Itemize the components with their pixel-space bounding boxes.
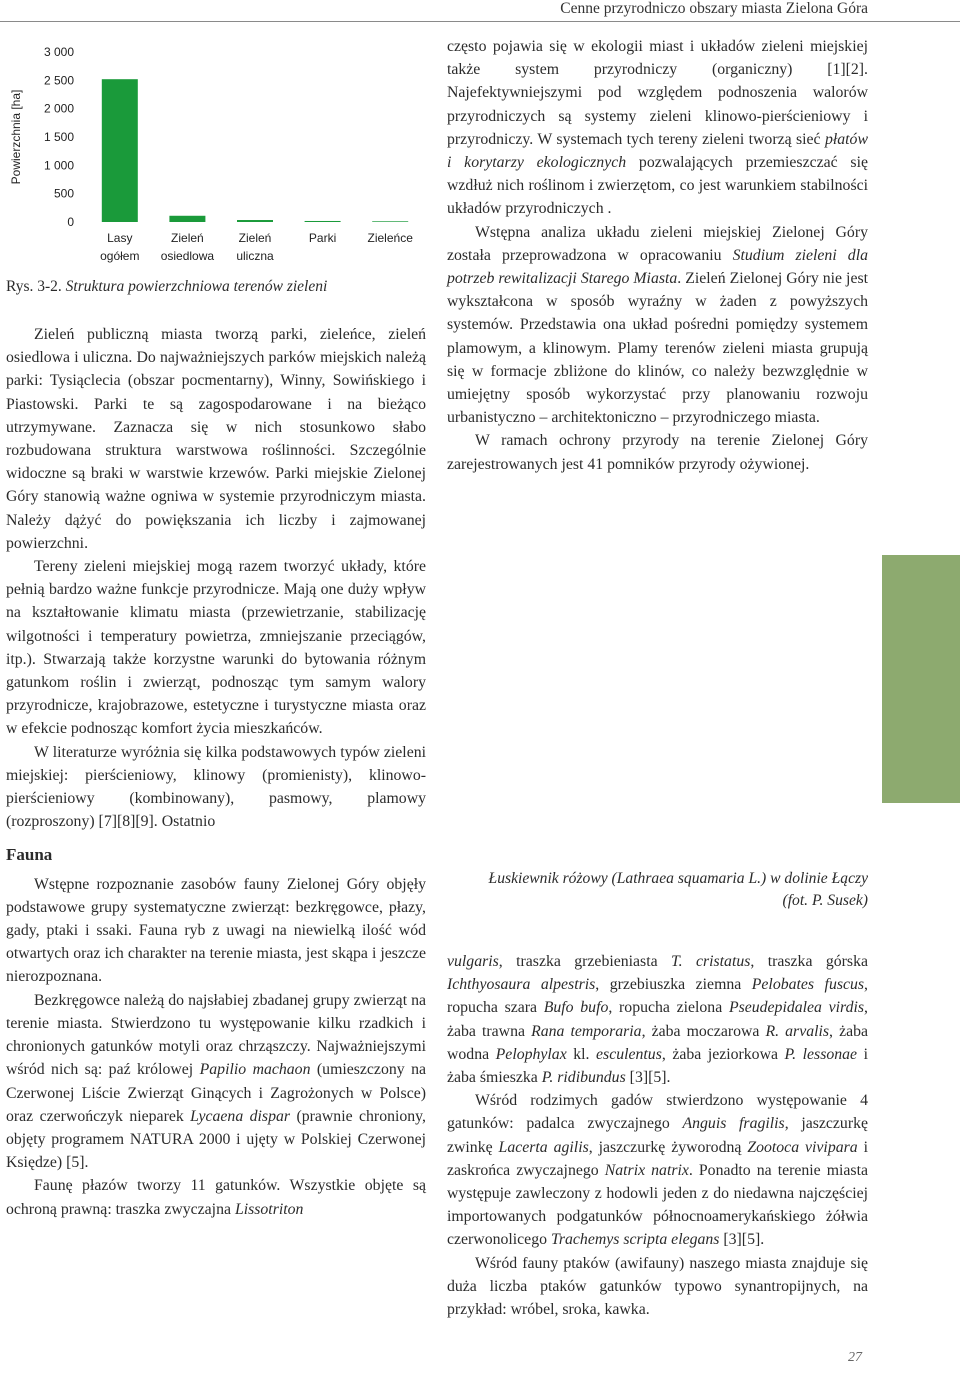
x-tick-label: osiedlowa xyxy=(160,249,215,263)
paragraph: W literaturze wyróżnia się kilka podstawowych typów zieleni miejskiej: pierścieniowy, klinowy (promienisty), klinowo-pierścieniowy (kombinowany), pasmowy, plamowy (rozproszony) [7][8][9]. Ostatnio xyxy=(6,743,426,831)
paragraph: Faunę płazów tworzy 11 gatunków. Wszystkie objęte są ochroną prawną: traszka zwyczajna Lissotriton xyxy=(6,1177,426,1218)
page-number: 27 xyxy=(848,1350,862,1365)
y-tick-label: 500 xyxy=(53,186,74,201)
paragraph: Zieleń publiczną miasta tworzą parki, zieleńce, zieleń osiedlowa i uliczna. Do najważniejszych parków miejskich należą parki: Tysiąclecia (obszar pocmentarny), Winny, Sowińskiego i Piastowski. Parki te są zagospodarowane i na bieżąco utrzymywane. Zaznacza się w nich stosunkowo słabo rozbudowana struktura warstwowa roślinności. Szczególnie widoczne są braki w warstwie krzewów. Parki miejskie Zielonej Góry stanowią ważne ogniwa w systemie przyrodniczym miasta. Należy dążyć do powiększania ich liczby i zajmowanej powierzchni. xyxy=(6,326,426,552)
paragraph: często pojawia się w ekologii miast i układów zieleni miejskiej także system przyrodniczy (organiczny) [1][2]. Najefektywniejszymi pod względem podnoszenia walorów przyrodniczych są systemy zieleni klinowo-pierścieniowy i przyrodniczy. W systemach tych tereny zieleni tworzą sieć płatów i korytarzy ekologicznych pozwalających przemieszczać się wzdłuż nich roślinom i zwierzętom, co jest warunkiem stabilności układów przyrodniczych . xyxy=(447,38,868,218)
photo-caption: Łuskiewnik różowy (Lathraea squamaria L.) w dolinie Łączy (fot. P. Susek) xyxy=(488,870,868,909)
chart-background xyxy=(6,36,426,272)
left-column xyxy=(6,323,426,1221)
figure-caption-text: Struktura powierzchniowa terenów zieleni xyxy=(65,278,328,295)
figure-caption xyxy=(6,278,426,296)
x-tick-label: Lasy xyxy=(107,231,133,245)
running-title: Cenne przyrodniczo obszary miasta Zielona Góra xyxy=(560,0,868,17)
x-tick-label: Zieleń xyxy=(171,231,204,245)
y-axis-title: Powierzchnia [ha] xyxy=(9,89,23,185)
y-tick-label: 2 000 xyxy=(43,101,74,116)
right-column-bottom xyxy=(447,950,868,1321)
paragraph: Wstępne rozpoznanie zasobów fauny Zielonej Góry objęły podstawowe grupy systematyczne zwierząt: bezkręgowce, płazy, gady, ptaki i ssaki. Fauna ryb z uwagi na niewielką ilość wód otwartych oraz ich charakter na terenie miasta, jest skąpa i jeszcze nierozpoznana. xyxy=(6,875,426,986)
photo-placeholder xyxy=(882,555,960,803)
x-tick-label: ogółem xyxy=(100,249,140,263)
bar xyxy=(372,221,408,222)
paragraph: Tereny zieleni miejskiej mogą razem tworzyć układy, które pełnią bardzo ważne funkcje przyrodnicze. Mają one duży wpływ na kształtowanie klimatu miasta (przewietrzanie, stabilizację wilgotności i temperatury powietrza, zmniejszanie przeciągów, itp.). Stwarzają także korzystne warunki do bytowania różnym gatunkom roślin i zwierząt, podnosząc tym samym walory przyrodnicze, krajobrazowe, estetyczne i turystyczne miasta oraz w efekcie podnosząc komfort życia mieszkańców. xyxy=(6,558,426,738)
figure-label: Rys. 3-2. xyxy=(6,278,62,295)
paragraph: W ramach ochrony przyrody na terenie Zielonej Góry zarejestrowanych jest 41 pomników przyrody ożywionej. xyxy=(447,432,868,473)
y-tick-label: 3 000 xyxy=(43,45,74,59)
bar-chart xyxy=(6,36,426,272)
right-column-top xyxy=(447,35,868,476)
bar xyxy=(169,216,205,222)
paragraph: Wśród fauny ptaków (awifauny) naszego miasta znajduje się duża liczba ptaków gatunków typowo synantropijnych, na przykład: wróbel, sroka, kawka. xyxy=(447,1254,868,1319)
y-tick-label: 0 xyxy=(67,215,74,229)
section-heading-fauna: Fauna xyxy=(6,845,53,865)
paragraph: vulgaris, traszka grzebieniasta T. cristatus, traszka górska Ichthyosaura alpestris, grzebiuszka ziemna Pelobates fuscus, ropucha szara Bufo bufo, ropucha zielona Pseudepidalea virdis, żaba trawna Rana temporaria, żaba moczarowa R. arvalis, żaba wodna Pelophylax kl. esculentus, żaba jeziorkowa P. lessonae i żaba śmieszka P. ridibundus [3][5]. xyxy=(447,953,869,1087)
page-header xyxy=(0,0,960,22)
bar xyxy=(102,79,138,222)
x-tick-label: Parki xyxy=(308,231,337,245)
x-tick-label: Zieleńce xyxy=(367,231,413,245)
y-tick-label: 1 500 xyxy=(43,130,74,144)
y-tick-label: 2 500 xyxy=(43,73,74,88)
x-tick-label: Zieleń xyxy=(238,231,272,245)
paragraph: Wstępna analiza układu zieleni miejskiej Zielonej Góry została przeprowadzona w opracowaniu Studium zieleni dla potrzeb rewitalizacji Starego Miasta. Zieleń Zielonej Góry nie jest wykształcona w sposób wyraźny w żaden z powyższych systemów. Przedstawia ona układ pośredni pomiędzy systemem plamowym, a klinowym. Plamy terenów zieleni miasta grupują się w formacje zbliżone do klinów, co należy bezwzględnie w umiejętny sposób wykorzystać przy planowaniu rozwoju urbanistyczno – architektoniczno – przyrodniczego miasta. xyxy=(447,223,868,427)
bar xyxy=(305,221,341,222)
paragraph: Bezkręgowce należą do najsłabiej zbadanej grupy zwierząt na terenie miasta. Stwierdzono tu występowanie kilku rzadkich i chronionych gatunków motyli oraz chrząszczy. Najważniejszymi wśród nich są: paź królowej Papilio machaon (umieszczony na Czerwonej Liście Zwierząt Ginących i Zagrożonych w Polsce) oraz czerwończyk nieparek Lycaena dispar (prawnie chroniony, objęty programem NATURA 2000 i ujęty w Polskiej Czerwonej Księdze) [5]. xyxy=(6,991,427,1172)
y-tick-label: 1 000 xyxy=(43,158,74,173)
paragraph: Wśród rodzimych gadów stwierdzono występowanie 4 gatunków: padalca zwyczajnego Anguis fragilis, jaszczurkę zwinkę Lacerta agilis, jaszczurkę żyworodną Zootoca vivipara i zaskrońca zwyczajnego Natrix natrix. Ponadto na terenie miasta występuje zawleczony z hodowli jeden z do niedawna najczęściej importowanych podgatunków północnoamerykańskiego żółwia czerwonolicego Trachemys scripta elegans [3][5]. xyxy=(447,1092,868,1249)
x-tick-label: uliczna xyxy=(236,249,274,263)
header-rule xyxy=(0,21,960,22)
bar xyxy=(237,220,273,222)
